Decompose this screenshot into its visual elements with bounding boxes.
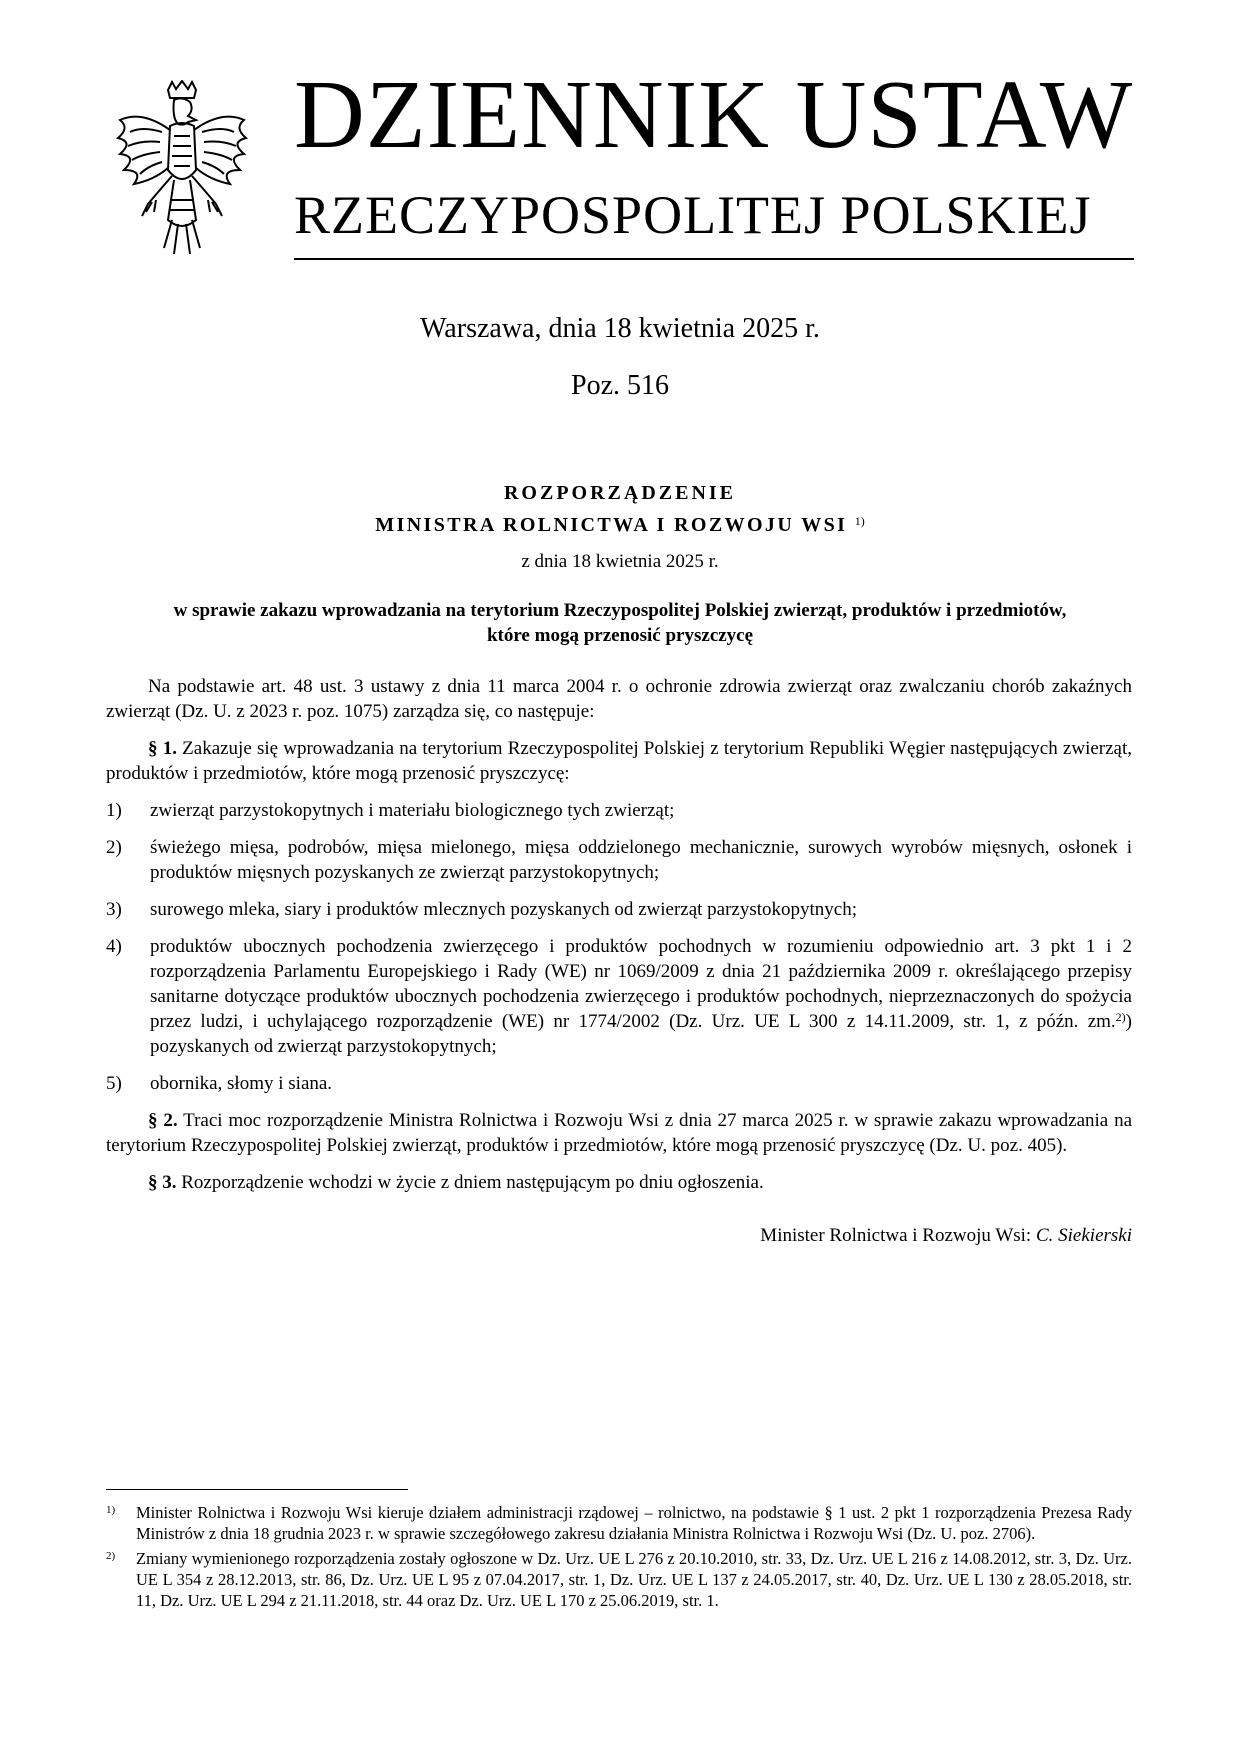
paragraph-1-label: § 1.: [148, 738, 177, 759]
act-subject-line-1: w sprawie zakazu wprowadzania na terytorium Rzeczypospolitej Polskiej zwierząt, produktów i przedmiotów,: [173, 600, 1067, 621]
list-item: [106, 835, 1132, 885]
footnote-mark: 1): [106, 1504, 116, 1516]
act-subject-line-2: które mogą przenosić pryszczycę: [486, 625, 754, 646]
footnote-ref-2[interactable]: 2): [1115, 1010, 1126, 1024]
list-item-number: 5): [106, 1073, 122, 1094]
paragraph-1: [106, 736, 1132, 786]
paragraph-2-label: § 2.: [148, 1110, 178, 1131]
signature-role: Minister Rolnictwa i Rozwoju Wsi:: [760, 1225, 1032, 1246]
list-item: [106, 798, 1132, 823]
list-item-text: obornika, słomy i siana.: [150, 1073, 333, 1094]
polish-eagle-emblem-icon: [112, 80, 252, 258]
signature-name: C. Siekierski: [1035, 1225, 1132, 1246]
act-subject: [108, 598, 1132, 648]
list-item: [106, 934, 1132, 1059]
list-item-number: 1): [106, 800, 122, 821]
journal-subtitle: RZECZYPOSPOLITEJ POLSKIEJ: [294, 185, 1092, 245]
footnote-mark: 2): [106, 1550, 116, 1562]
item-list: [106, 798, 1132, 1096]
list-item-text: świeżego mięsa, podrobów, mięsa mielonego, mięsa oddzielonego mechanicznie, surowych wyrobów mięsnych, osłonek i produktów mięsnych pozyskanych ze zwierząt parzystokopytnych;: [150, 837, 1132, 883]
list-item: [106, 1071, 1132, 1096]
paragraph-3: [106, 1170, 1132, 1195]
list-item-text: zwierząt parzystokopytnych i materiału biologicznego tych zwierząt;: [150, 800, 675, 821]
footnote: [106, 1548, 1132, 1611]
list-item-number: 2): [106, 837, 122, 858]
masthead-divider: [294, 258, 1134, 260]
footnotes: [106, 1502, 1132, 1615]
list-item-text-b: ) pozyskanych od zwierząt parzystokopytnych;: [150, 1011, 1132, 1057]
act-authority-text: MINISTRA ROLNICTWA I ROZWOJU WSI: [375, 514, 848, 536]
paragraph-1-text: Zakazuje się wprowadzania na terytorium Rzeczypospolitej Polskiej z terytorium Republiki Węgier następujących zwierząt, produktów i przedmiotów, które mogą przenosić pryszczycę:: [106, 738, 1133, 784]
list-item-text: surowego mleka, siary i produktów mlecznych pozyskanych od zwierząt parzystokopytnych;: [150, 899, 858, 920]
list-item: [106, 897, 1132, 922]
paragraph-3-text: Rozporządzenie wchodzi w życie z dniem następującym po dniu ogłoszenia.: [181, 1172, 764, 1193]
act-authority: [0, 512, 1240, 538]
footnote-ref-1[interactable]: 1): [854, 514, 865, 528]
footnote-divider: [106, 1489, 408, 1490]
act-body: [106, 674, 1132, 1248]
footnote-text: Zmiany wymienionego rozporządzenia zostały ogłoszone w Dz. Urz. UE L 276 z 20.10.2010, str. 33, Dz. Urz. UE L 216 z 14.08.2012, str. 3, Dz. Urz. UE L 354 z 28.12.2013, str. 86, Dz. Urz. UE L 95 z 07.04.2017, str. 1, Dz. Urz. UE L 137 z 24.05.2017, str. 40, Dz. Urz. UE L 130 z 28.05.2018, str. 11, Dz. Urz. UE L 294 z 21.11.2018, str. 44 oraz Dz. Urz. UE L 170 z 25.06.2019, str. 1.: [136, 1549, 1132, 1610]
paragraph-2-text: Traci moc rozporządzenie Ministra Rolnictwa i Rozwoju Wsi z dnia 27 marca 2025 r. w sprawie zakazu wprowadzania na terytorium Rzeczypospolitej Polskiej zwierząt, produktów i przedmiotów, które mogą przenosić pryszczycę (Dz. U. poz. 405).: [106, 1110, 1132, 1156]
footnote: [106, 1502, 1132, 1544]
place-and-date: Warszawa, dnia 18 kwietnia 2025 r.: [420, 313, 820, 344]
paragraph-2: [106, 1108, 1132, 1158]
paragraph-3-label: § 3.: [148, 1172, 177, 1193]
preamble: Na podstawie art. 48 ust. 3 ustawy z dnia 11 marca 2004 r. o ochronie zdrowia zwierząt oraz zwalczaniu chorób zakaźnych zwierząt (Dz. U. z 2023 r. poz. 1075) zarządza się, co następuje:: [106, 676, 1132, 722]
list-item-text-a: produktów ubocznych pochodzenia zwierzęcego i produktów pochodnych w rozumieniu odpowiednio art. 3 pkt 1 i 2 rozporządzenia Parlamentu Europejskiego i Rady (WE) nr 1069/2009 z dnia 21 października 2009 r. określającego przepisy sanitarne dotyczące produktów ubocznych pochodzenia zwierzęcego i produktów pochodnych, nieprzeznaczonych do spożycia przez ludzi, i uchylającego rozporządzenie (WE) nr 1774/2002 (Dz. Urz. UE L 300 z 14.11.2009, str. 1, z późn. zm.: [150, 936, 1132, 1032]
act-date: z dnia 18 kwietnia 2025 r.: [521, 551, 719, 572]
list-item-number: 4): [106, 936, 122, 957]
act-type: ROZPORZĄDZENIE: [503, 482, 737, 504]
position-number: Poz. 516: [571, 370, 669, 401]
footnote-text: Minister Rolnictwa i Rozwoju Wsi kieruje działem administracji rządowej – rolnictwo, na podstawie § 1 ust. 2 pkt 1 rozporządzenia Prezesa Rady Ministrów z dnia 18 grudnia 2023 r. w sprawie szczegółowego zakresu działania Ministra Rolnictwa i Rozwoju Wsi (Dz. U. poz. 2706).: [136, 1503, 1132, 1543]
signature: [106, 1223, 1132, 1248]
journal-title: DZIENNIK USTAW: [294, 61, 1134, 169]
list-item-number: 3): [106, 899, 122, 920]
